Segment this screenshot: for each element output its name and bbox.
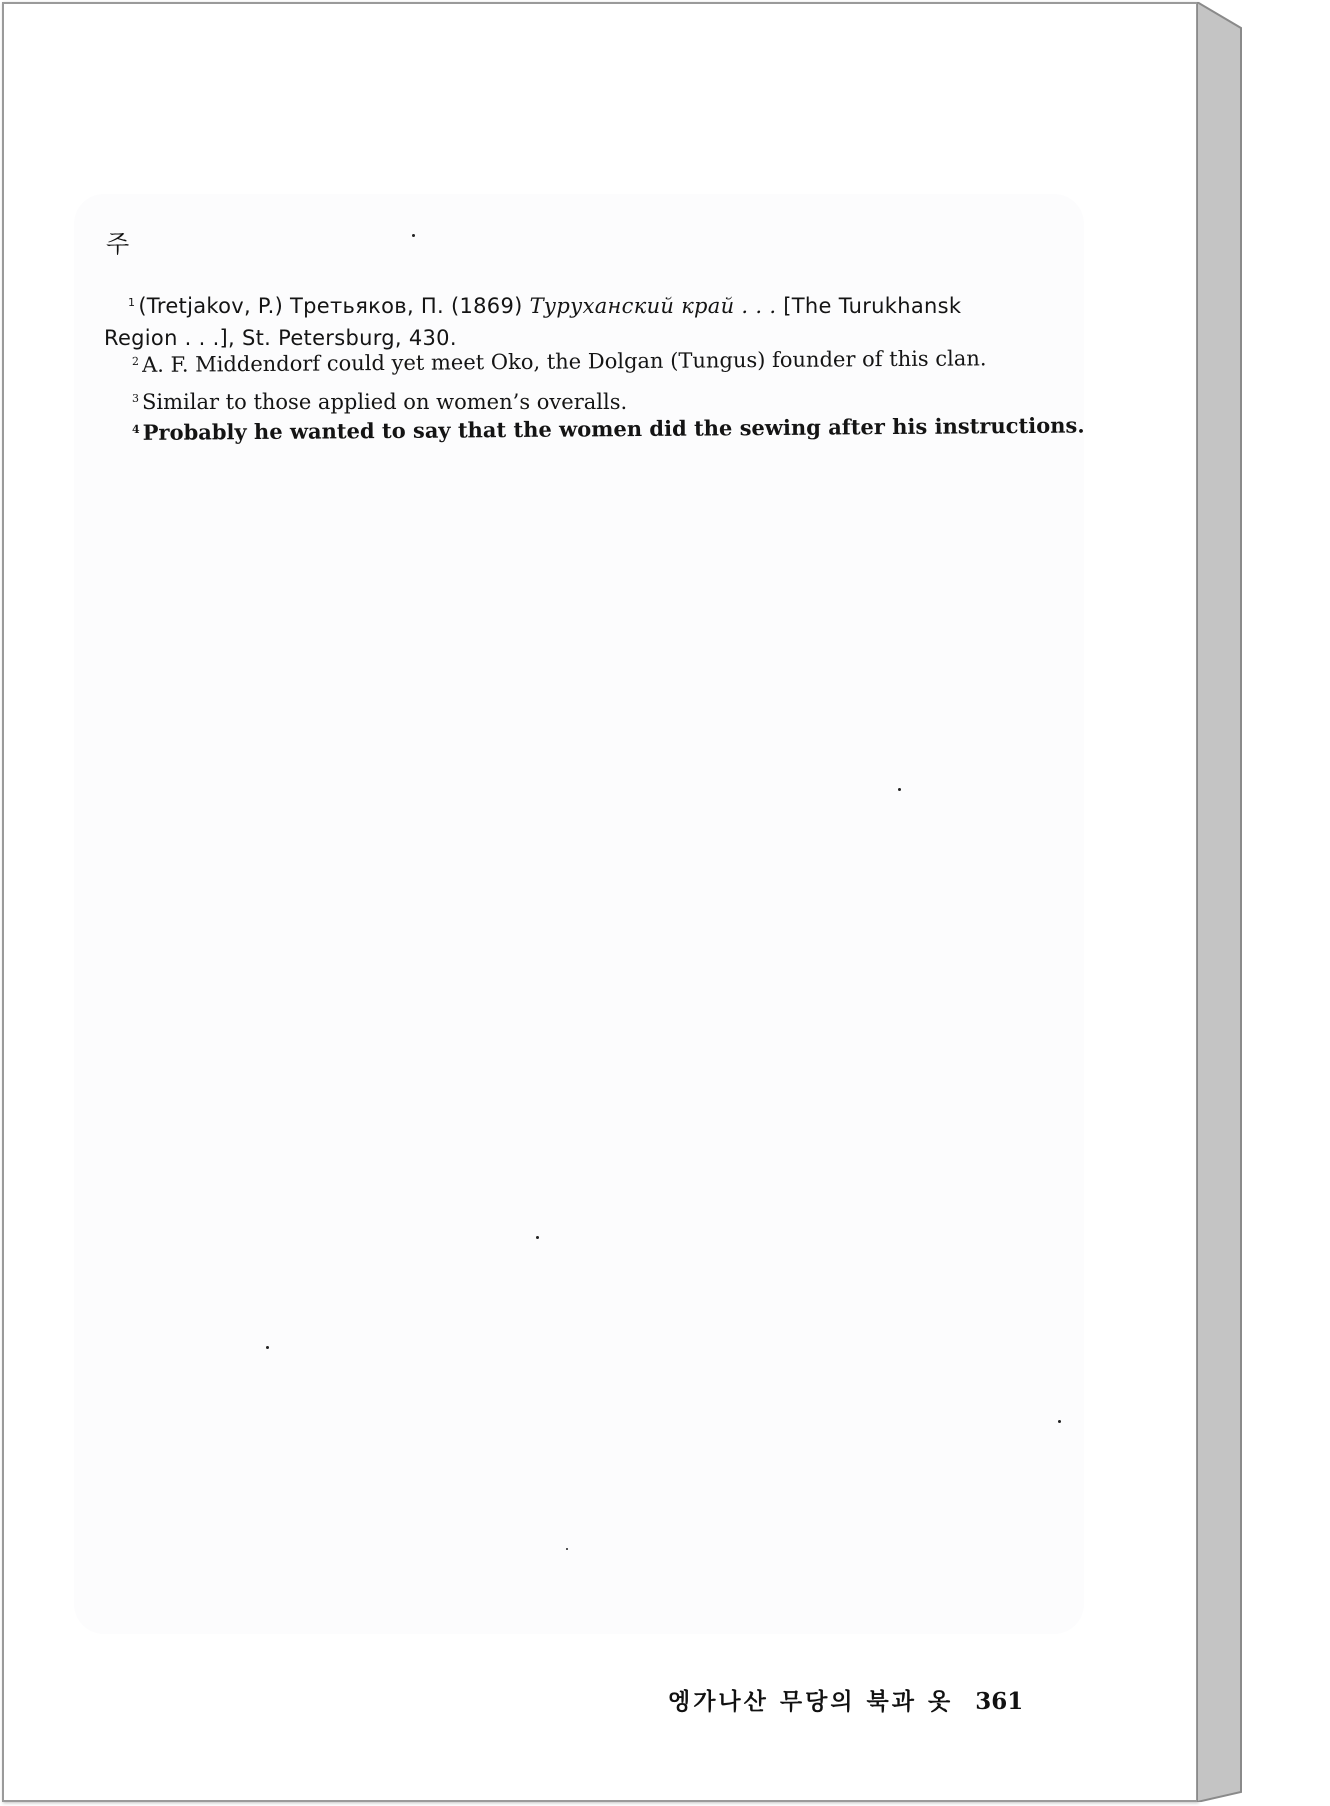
scan-speck [566,1548,568,1550]
footnote-1-prefix: (Tretjakov, P.) Третьяков, П. (1869) [138,294,530,318]
scan-speck [898,788,901,791]
scan-speck [266,1346,269,1349]
footnote-1-line-1 [104,287,1034,322]
footnote-3-marker: 3 [132,392,139,405]
scan-speck [536,1236,539,1239]
footnote-1-marker: 1 [128,296,136,309]
document-page [2,2,1198,1802]
page-stack-edge [1197,2,1247,1802]
footnote-2-text: A. F. Middendorf could yet meet Oko, the Dolgan (Tungus) founder of this clan. [141,346,987,377]
footnote-1-italic-title: Туруханский край . . . [529,294,777,318]
footnote-1-suffix: [The Turukhansk [776,294,962,318]
page-footer [668,1683,1023,1716]
footnote-4-text: Probably he wanted to say that the women did the sewing after his instructions. [142,412,1085,445]
footnote-4-marker: 4 [131,422,140,436]
notes-heading: 주 [106,230,130,258]
running-title: 엥가나산 무당의 북과 옷 [668,1689,954,1715]
footnote-2-marker: 2 [131,354,140,368]
scan-speck [412,234,415,237]
page-number: 361 [975,1688,1024,1715]
footnote-1-line-2: Region . . .], St. Petersburg, 430. [104,326,457,350]
footnote-4 [132,407,1085,449]
scan-speck [1058,1420,1061,1423]
footnote-3-text: Similar to those applied on women’s overalls. [142,390,628,414]
footnote-2 [132,339,987,381]
